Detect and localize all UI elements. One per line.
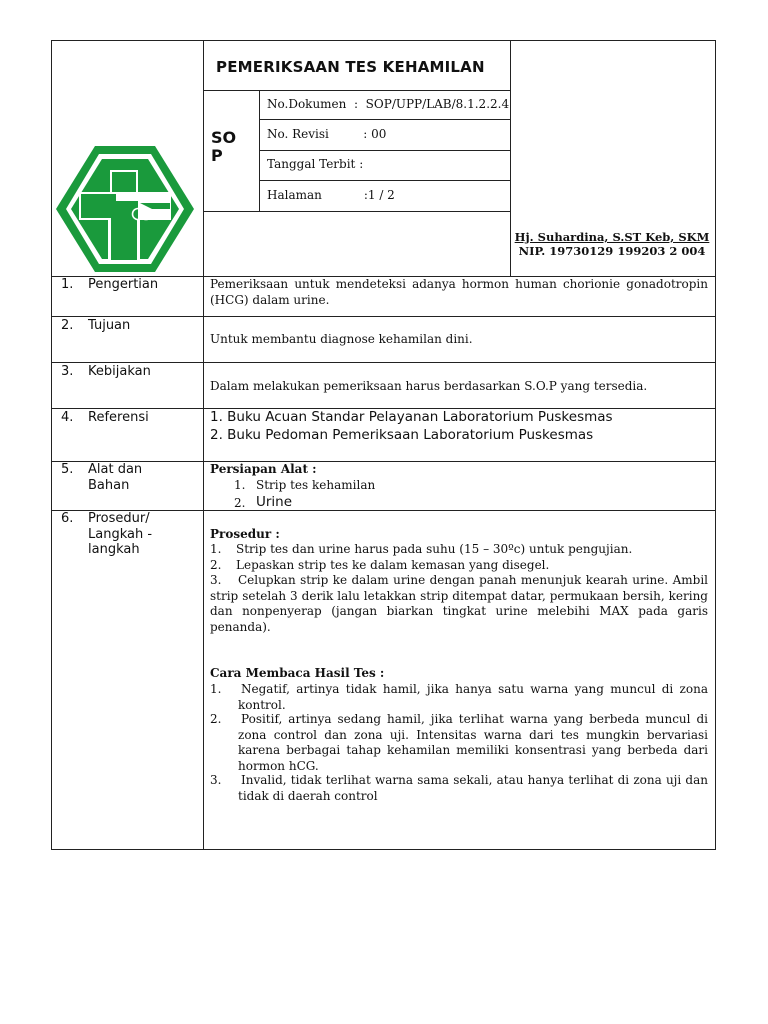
row-divider-1 <box>51 316 716 317</box>
meta-divider-2 <box>259 150 511 151</box>
alat-item: Strip tes kehamilan <box>256 478 376 492</box>
row-divider-4 <box>51 461 716 462</box>
row-number: 3. <box>61 364 74 379</box>
reading-item <box>238 773 708 804</box>
procedure-step-text: Celupkan strip ke dalam urine dengan panah menunjuk kearah urine. Ambil strip setelah 3 derik lalu letakkan strip ditempat datar, permukaan bersih, kering dan nonpenyerap (jangan biarkan tingkat urine melebihi MAX pada garis penanda). <box>210 573 708 634</box>
row-label-kebijakan: Kebijakan <box>88 364 151 379</box>
reading-item-text: Invalid, tidak terlihat warna sama sekali, atau hanya terlihat di zona uji dan tidak di daerah control <box>238 773 708 803</box>
reading-item <box>238 712 708 774</box>
kebijakan-text: Dalam melakukan pemeriksaan harus berdasarkan S.O.P yang tersedia. <box>210 379 648 393</box>
signer-name: Hj. Suhardina, S.ST Keb, SKM <box>514 230 710 244</box>
pengertian-text: Pemeriksaan untuk mendeteksi adanya hormon human chorionie gonadotropin (HCG) dalam urine. <box>210 277 708 307</box>
row-number: 1. <box>61 277 74 292</box>
reading-item-text: Positif, artinya sedang hamil, jika terlihat warna yang berbeda muncul di zona control dan zona uji. Intensitas warna dari tes mungkin bervariasi karena berbagai tahap kehamilan memiliki konsentrasi yang berbeda dari hormon hCG. <box>238 712 708 773</box>
doc-number: No.Dokumen : SOP/UPP/LAB/8.1.2.2.4 <box>267 97 510 111</box>
reading-number: 2. <box>210 712 222 726</box>
procedure-step: Strip tes dan urine harus pada suhu (15 – 30ºc) untuk pengujian. <box>236 542 633 556</box>
procedure-step <box>210 573 708 635</box>
header-divider-right <box>510 40 511 276</box>
row-divider-2 <box>51 362 716 363</box>
reading-item-text: Negatif, artinya tidak hamil, jika hanya satu warna yang muncul di zona kontrol. <box>238 682 708 712</box>
reading-heading: Cara Membaca Hasil Tes : <box>210 666 385 680</box>
header-divider-left <box>203 40 204 850</box>
row-label-referensi: Referensi <box>88 410 149 425</box>
row-number: 4. <box>61 410 74 425</box>
alat-heading: Persiapan Alat : <box>210 462 317 476</box>
referensi-item: 2. Buku Pedoman Pemeriksaan Laboratorium Puskesmas <box>210 427 594 443</box>
procedure-step: Lepaskan strip tes ke dalam kemasan yang disegel. <box>236 558 550 572</box>
row-label-alat: Alat dan Bahan <box>88 462 143 493</box>
row-label-pengertian: Pengertian <box>88 277 159 292</box>
row-label-prosedur: Prosedur/ Langkah - langkah <box>88 511 153 557</box>
reading-number: 1. <box>210 682 222 696</box>
step-number: 1. <box>210 542 222 556</box>
prosedur-heading: Prosedur : <box>210 527 280 541</box>
page-number: Halaman :1 / 2 <box>267 188 395 202</box>
reading-number: 3. <box>210 773 222 787</box>
revision-number: No. Revisi : 00 <box>267 127 387 141</box>
document-title: PEMERIKSAAN TES KEHAMILAN <box>216 58 485 76</box>
alat-item-number: 1. <box>234 478 246 492</box>
alat-item-number: 2. <box>234 496 246 510</box>
step-number: 3. <box>210 573 222 587</box>
meta-divider-1 <box>259 119 511 120</box>
row-number: 5. <box>61 462 74 477</box>
signer-nip: NIP. 19730129 199203 2 004 <box>518 244 706 258</box>
referensi-item: 1. Buku Acuan Standar Pelayanan Laboratorium Puskesmas <box>210 409 613 425</box>
issue-date: Tanggal Terbit : <box>267 157 364 171</box>
header-divider-bottom-mid <box>203 211 511 212</box>
meta-divider-3 <box>259 180 511 181</box>
tujuan-text: Untuk membantu diagnose kehamilan dini. <box>210 332 473 346</box>
reading-item <box>238 682 708 713</box>
step-number: 2. <box>210 558 222 572</box>
sop-label: SO P <box>211 128 237 165</box>
row-number: 2. <box>61 318 74 333</box>
row-label-tujuan: Tujuan <box>88 318 131 333</box>
row-number: 6. <box>61 511 74 526</box>
title-divider <box>203 90 511 91</box>
puskesmas-logo-icon <box>52 143 196 273</box>
alat-item: Urine <box>256 494 293 510</box>
